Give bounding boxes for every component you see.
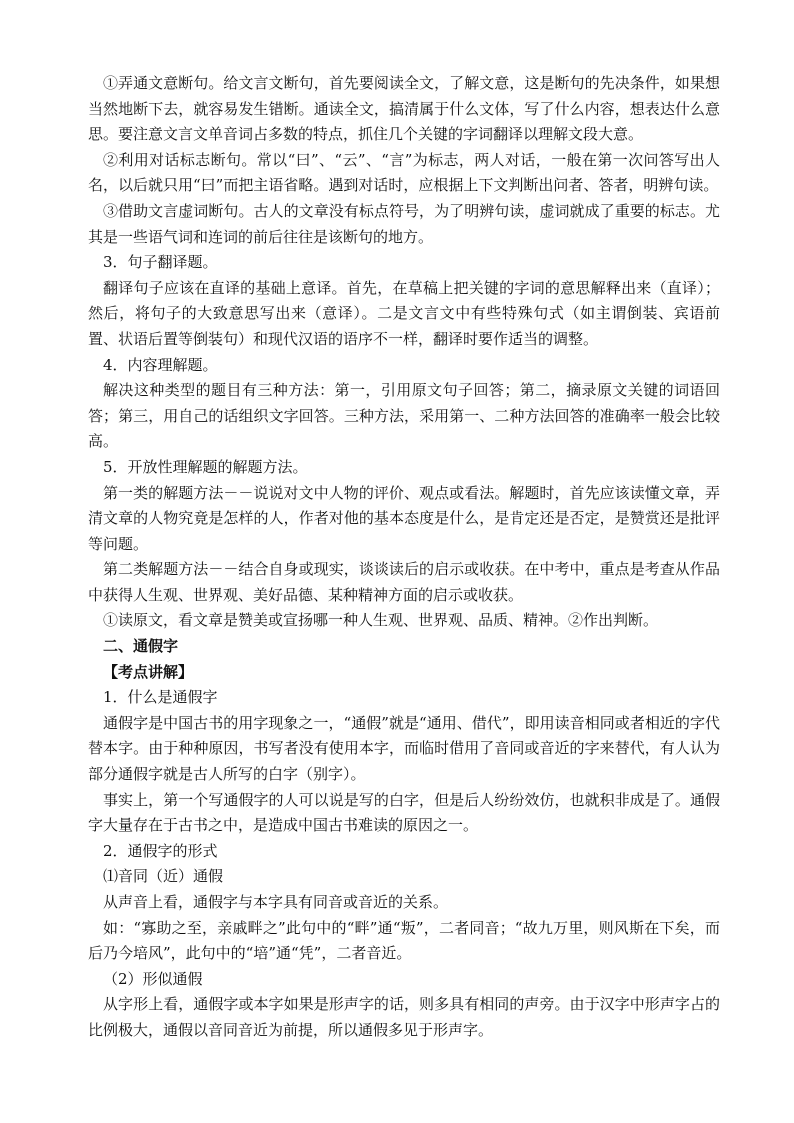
method-1-paragraph: ①弄通文意断句。给文言文断句，首先要阅读全文，了解文意，这是断句的先决条件，如果想当然地断下去，就容易发生错断。通读全文，搞清属于什么文体，写了什么内容，想表达什么意思。要注意文言文单音词占多数的特点，抓住几个关键的字词翻译以理解文段大意。	[88, 74, 720, 144]
method-2-paragraph: ②利用对话标志断句。常以“曰”、“云”、“言”为标志，两人对话，一般在第一次问答写出人名，以后就只用“曰”而把主语省略。遇到对话时，应根据上下文判断出问者、答者，明辨句读。	[88, 150, 720, 195]
open-method-1-paragraph: 第一类的解题方法－－说说对文中人物的评价、观点或看法。解题时，首先应该读懂文章，弄清文章的人物究竟是怎样的人，作者对他的基本态度是什么，是肯定还是否定，是赞赏还是批评等问题。	[88, 483, 720, 553]
heading-forms: 2．通假字的形式	[103, 841, 218, 860]
open-method-2-paragraph: 第二类解题方法－－结合自身或现实，谈谈读后的启示或收获。在中考中，重点是考查从作品中获得人生观、世界观、美好品德、某种精神方面的启示或收获。	[88, 560, 720, 604]
sound-paragraph: 从声音上看，通假字与本字具有同音或音近的关系。	[103, 893, 449, 911]
content-paragraph: 解决这种类型的题目有三种方法：第一，引用原文句子回答；第二，摘录原文关键的词语回答；第三，用自己的话组织文字回答。三种方法，采用第一、二种方法回答的准确率一般会比较高。	[88, 381, 720, 451]
shape-paragraph: 从字形上看，通假字或本字如果是形声字的话，则多具有相同的声旁。由于汉字中形声字占的比例极大，通假以音同音近为前提，所以通假多见于形声字。	[88, 995, 720, 1039]
method-3-paragraph: ③借助文言虚词断句。古人的文章没有标点符号，为了明辨句读，虚词就成了重要的标志。尤其是一些语气词和连词的前后往往是该断句的地方。	[88, 201, 720, 246]
sound-example-paragraph: 如：“寡助之至，亲戚畔之”此句中的“畔”通“叛”，二者同音；“故九万里，则风斯在下矣，而后乃今培风”，此句中的“培”通“凭”，二者音近。	[88, 918, 720, 963]
open-steps-paragraph: ①读原文，看文章是赞美或宣扬哪一种人生观、世界观、品质、精神。②作出判断。	[103, 611, 659, 630]
translation-paragraph: 翻译句子应该在直译的基础上意译。首先，在草稿上把关键的字词的意思解释出来（直译）；然后，将句子的大致意思写出来（意译）。二是文言文中有些特殊句式（如主谓倒装、宾语前置、状语后置等倒装句）和现代汉语的语序不一样，翻译时要作适当的调整。	[88, 278, 720, 348]
exam-points-label: 【考点讲解】	[103, 662, 194, 681]
history-paragraph: 事实上，第一个写通假字的人可以说是写的白字，但是后人纷纷效仿，也就积非成是了。通假字大量存在于古书之中，是造成中国古书难读的原因之一。	[88, 790, 720, 835]
document-page	[88, 71, 720, 1044]
section-title-tongjiazi: 二、通假字	[103, 637, 179, 656]
heading-shape-tongjia: （2）形似通假	[103, 969, 203, 988]
definition-paragraph: 通假字是中国古书的用字现象之一，“通假”就是“通用、借代”，即用读音相同或者相近的字代替本字。由于种种原因，书写者没有使用本字，而临时借用了音同或音近的字来替代，有人认为部分通假字就是古人所写的白字（别字）。	[88, 713, 720, 784]
heading-what-is-tongjiazi: 1．什么是通假字	[103, 688, 218, 707]
heading-sentence-translation: 3．句子翻译题。	[103, 253, 218, 272]
heading-open-questions: 5．开放性理解题的解题方法。	[103, 457, 308, 476]
heading-sound-tongjia: ⑴音同（近）通假	[103, 867, 224, 886]
heading-content-understanding: 4．内容理解题。	[103, 355, 218, 374]
